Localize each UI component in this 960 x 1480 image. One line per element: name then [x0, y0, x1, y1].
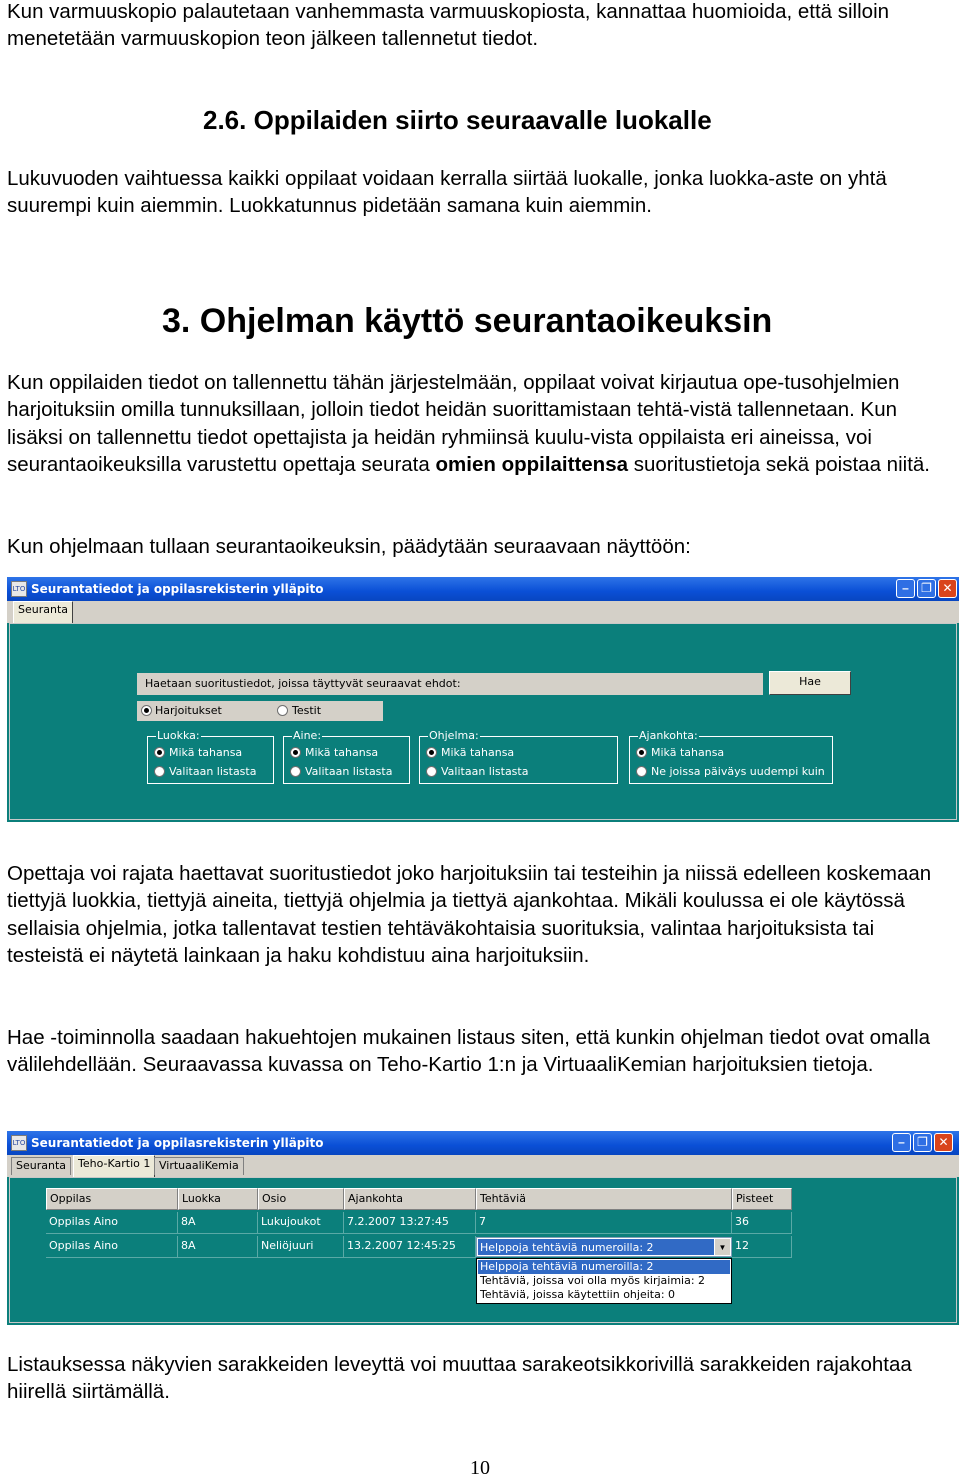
ajankohta-any-label: Mikä tahansa: [651, 746, 725, 759]
table-cell[interactable]: Neliöjuuri: [258, 1236, 344, 1258]
col-header-tehtavia[interactable]: Tehtäviä: [476, 1188, 732, 1210]
table-cell[interactable]: 8A: [178, 1236, 258, 1258]
minimize-button[interactable]: [896, 579, 915, 598]
luokka-any-label: Mikä tahansa: [169, 746, 243, 759]
app-icon: LTO: [11, 581, 27, 597]
section-2-6-paragraph: Lukuvuoden vaihtuessa kaikki oppilaat voidaan kerralla siirtää luokalle, jonka luokka-aste on yhtä suurempi kuin aiemmin. Luokkatunnus pidetään samana kuin aiemmin.: [7, 167, 887, 218]
table-cell[interactable]: 8A: [178, 1212, 258, 1234]
table-cell[interactable]: 36: [732, 1212, 792, 1234]
luokka-list-label: Valitaan listasta: [169, 765, 257, 778]
tab-seuranta[interactable]: Seuranta: [13, 601, 73, 623]
aine-any-label: Mikä tahansa: [305, 746, 379, 759]
section-2-6-heading: 2.6. Oppilaiden siirto seuraavalle luokalle: [203, 105, 712, 135]
tehtavia-dropdown: [476, 1258, 732, 1304]
page-number: 10: [470, 1457, 490, 1479]
tehtavia-combo[interactable]: [476, 1237, 732, 1257]
testit-radio[interactable]: [277, 705, 288, 716]
section-3-text-bold: omien oppilaittensa: [435, 452, 628, 476]
criteria-bar: [137, 673, 763, 695]
aine-list-radio[interactable]: [290, 766, 301, 777]
table-cell[interactable]: 13.2.2007 12:45:25: [344, 1236, 476, 1258]
window-title: Seurantatiedot ja oppilasrekisterin ylläpito: [31, 582, 324, 596]
dropdown-item[interactable]: Tehtäviä, joissa käytettiin ohjeita: 0: [480, 1288, 676, 1301]
minimize-icon: –: [902, 581, 909, 595]
luokka-group-title: Luokka:: [157, 729, 200, 742]
ohjelma-group: [419, 729, 618, 784]
search-window-titlebar[interactable]: [7, 577, 959, 601]
ajankohta-any-radio[interactable]: [636, 747, 647, 758]
ajankohta-group-title: Ajankohta:: [639, 729, 698, 742]
col-header-osio[interactable]: Osio: [258, 1188, 344, 1210]
ajankohta-date-label: Ne joissa päiväys uudempi kuin: [651, 765, 825, 778]
restore-icon: ❐: [917, 1135, 928, 1149]
dropdown-item[interactable]: Tehtäviä, joissa voi olla myös kirjaimia: 2: [480, 1274, 706, 1287]
tab-virtuaalikemia[interactable]: VirtuaaliKemia: [154, 1157, 244, 1175]
harjoitukset-radio[interactable]: [141, 705, 152, 716]
window-title-2: Seurantatiedot ja oppilasrekisterin ylläpito: [31, 1136, 324, 1150]
results-panel: [9, 1177, 957, 1323]
minimize-icon: –: [898, 1135, 905, 1149]
aine-group: [283, 729, 410, 784]
restore-icon: ❐: [921, 581, 932, 595]
col-header-pisteet[interactable]: Pisteet: [732, 1188, 792, 1210]
close-button-2[interactable]: [934, 1133, 953, 1152]
tab-strip: [7, 601, 959, 623]
luokka-any-radio[interactable]: [154, 747, 165, 758]
close-icon: ✕: [938, 1135, 949, 1149]
luokka-group: [147, 729, 274, 784]
maximize-button[interactable]: [917, 579, 936, 598]
table-cell[interactable]: 7.2.2007 13:27:45: [344, 1212, 476, 1234]
screen-intro-paragraph: Kun ohjelmaan tullaan seurantaoikeuksin, päädytään seuraavaan näyttöön:: [7, 535, 691, 558]
minimize-button-2[interactable]: [892, 1133, 911, 1152]
section-3-heading: 3. Ohjelman käyttö seurantaoikeuksin: [162, 302, 773, 340]
luokka-list-radio[interactable]: [154, 766, 165, 777]
testit-label: Testit: [292, 704, 322, 717]
results-window-titlebar[interactable]: [7, 1131, 959, 1155]
ohjelma-list-radio[interactable]: [426, 766, 437, 777]
col-header-oppilas[interactable]: Oppilas: [46, 1188, 178, 1210]
ohjelma-any-radio[interactable]: [426, 747, 437, 758]
aine-group-title: Aine:: [293, 729, 322, 742]
ohjelma-list-label: Valitaan listasta: [441, 765, 529, 778]
section-3-text-b: suoritustietoja sekä poistaa niitä.: [633, 452, 930, 476]
aine-list-label: Valitaan listasta: [305, 765, 393, 778]
tab-strip-2: [7, 1155, 959, 1177]
col-header-ajankohta[interactable]: Ajankohta: [344, 1188, 476, 1210]
tab-teho-kartio[interactable]: Teho-Kartio 1: [73, 1155, 155, 1177]
table-cell[interactable]: Oppilas Aino: [46, 1236, 178, 1258]
listaus-paragraph: Listauksessa näkyvien sarakkeiden leveyttä voi muuttaa sarakeotsikkorivillä sarakkeiden rajakohtaa hiirellä siirtämällä.: [7, 1353, 912, 1404]
ajankohta-group: [629, 729, 833, 784]
search-panel: [9, 623, 957, 820]
hae-button[interactable]: Hae: [769, 671, 851, 695]
close-button[interactable]: [938, 579, 957, 598]
intro-paragraph: Kun varmuuskopio palautetaan vanhemmasta varmuuskopiosta, kannattaa huomioida, että silloin menetetään varmuuskopion teon jälkeen tallennetut tiedot.: [7, 0, 890, 51]
dropdown-item[interactable]: Helppoja tehtäviä numeroilla: 2: [478, 1260, 730, 1274]
ajankohta-date-radio[interactable]: [636, 766, 647, 777]
results-window: [7, 1131, 959, 1325]
close-icon: ✕: [942, 581, 953, 595]
criteria-label: Haetaan suoritustiedot, joissa täyttyvät seuraavat ehdot:: [145, 677, 461, 690]
aine-any-radio[interactable]: [290, 747, 301, 758]
ohjelma-group-title: Ohjelma:: [429, 729, 479, 742]
table-cell[interactable]: Oppilas Aino: [46, 1212, 178, 1234]
hae-paragraph: Hae -toiminnolla saadaan hakuehtojen mukainen listaus siten, että kunkin ohjelman tiedot ovat omalla välilehdellään. Seuraavassa kuvassa on Teho-Kartio 1:n ja VirtuaaliKemian harjoituksien tietoja.: [7, 1026, 931, 1077]
tab-seuranta-2[interactable]: Seuranta: [11, 1157, 71, 1175]
opettaja-paragraph: Opettaja voi rajata haettavat suoritustiedot joko harjoituksiin tai testeihin ja niissä edelleen koskemaan tiettyjä luokkia, tiettyjä aineita, tiettyjä ohjelmia ja tiettyä ajankohtaa. Mikäli koulussa ei ole käytössä sellaisia ohjelmia, jotka tallentavat testien tehtäväkohtaisia suorituksia, valintaa harjoituksista tai testeistä ei näytetä lainkaan ja haku kohdistuu aina harjoituksiin.: [7, 862, 932, 967]
table-cell[interactable]: Lukujoukot: [258, 1212, 344, 1234]
type-selector: [137, 701, 383, 721]
search-window: [7, 577, 959, 822]
table-cell[interactable]: 12: [732, 1236, 792, 1258]
chevron-down-icon[interactable]: ▼: [715, 1239, 730, 1255]
section-3-text-a: Kun oppilaiden tiedot on tallennettu tähän järjestelmään, oppilaat voivat kirjautua ope-tusohjelmien harjoituksiin omilla tunnuksillaan, jolloin tiedot heidän suorittamistaan tehtä-vistä tallennetaan. Kun lisäksi on tallennettu tiedot opettajista ja heidän ryhmiinsä kuulu-vista oppilaista eri aineissa, voi seurantaoikeuksilla varustettu opettaja seurata: [7, 371, 900, 476]
app-icon-2: LTO: [11, 1135, 27, 1151]
ohjelma-any-label: Mikä tahansa: [441, 746, 515, 759]
harjoitukset-label: Harjoitukset: [155, 704, 222, 717]
tehtavia-combo-value: Helppoja tehtäviä numeroilla: 2: [478, 1239, 714, 1255]
section-3-paragraph: [7, 369, 953, 478]
table-cell[interactable]: 7: [476, 1212, 732, 1234]
col-header-luokka[interactable]: Luokka: [178, 1188, 258, 1210]
maximize-button-2[interactable]: [913, 1133, 932, 1152]
